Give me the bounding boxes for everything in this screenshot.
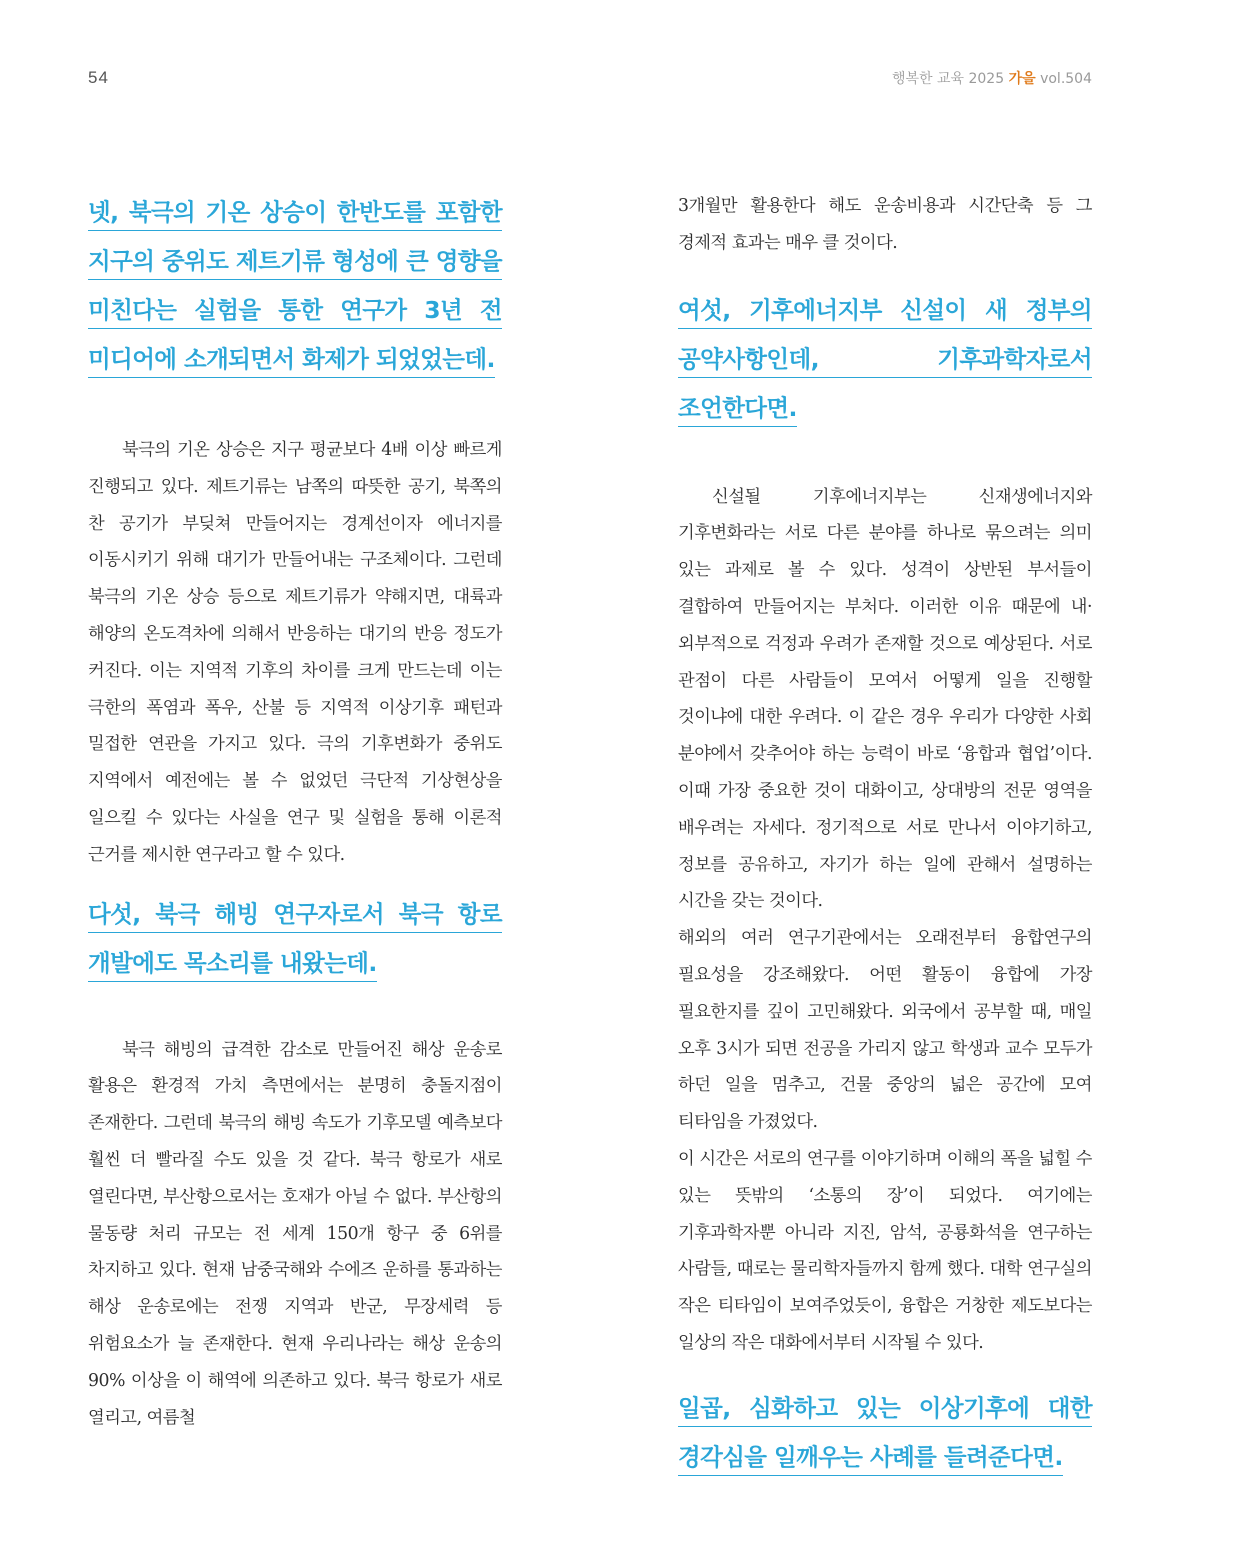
answer-6th-paragraph-1: 신설될 기후에너지부는 신재생에너지와 기후변화라는 서로 다른 분야를 하나로 묶으려는 의미 있는 과제로 볼 수 있다. 성격이 상반된 부서들이 결합하여 만들어지는 부처다. 이러한 이유 때문에 내·외부적으로 걱정과 우려가 존재할 것으로 예상된다. 서로 관점이 다른 사람들이 모여서 어떻게 일을 진행할 것이냐에 대한 우려다. 이 같은 경우 우리가 다양한 사회 분야에서 갖추어야 하는 능력이 바로 ‘융합과 협업’이다. 이때 가장 중요한 것이 대화이고, 상대방의 전문 영역을 배우려는 자세다. 정기적으로 서로 만나서 이야기하고, 정보를 공유하고, 자기가 하는 일에 관해서 설명하는 시간을 갖는 것이다. (678, 486, 1092, 912)
answer-6th-paragraph-2: 해외의 여러 연구기관에서는 오래전부터 융합연구의 필요성을 강조해왔다. 어떤 활동이 융합에 가장 필요한지를 깊이 고민해왔다. 외국에서 공부할 때, 매일 오후 3시가 되면 전공을 가리지 않고 학생과 교수 모두가 하던 일을 멈추고, 건물 중앙의 넓은 공간에 모여 티타임을 가졌었다. (678, 928, 1092, 1133)
question-7th-text: 일곱, 심화하고 있는 이상기후에 대한 경각심을 일깨우는 사례를 들려준다면. (678, 1394, 1092, 1476)
running-head (892, 68, 1092, 88)
question-5th (88, 890, 502, 988)
left-column (88, 188, 502, 1436)
answer-4th (88, 432, 502, 874)
question-5th-text: 다섯, 북극 해빙 연구자로서 북극 항로 개발에도 목소리를 내왔는데. (88, 900, 502, 982)
magazine-title: 행복한 교육 2025 (891, 71, 1005, 87)
season-label: 가을 (1008, 71, 1036, 87)
volume-label: vol.504 (1040, 71, 1092, 87)
question-7th (678, 1384, 1092, 1482)
page-number: 54 (88, 68, 109, 87)
answer-4th-paragraph: 북극의 기온 상승은 지구 평균보다 4배 이상 빠르게 진행되고 있다. 제트기류는 남쪽의 따뜻한 공기, 북쪽의 찬 공기가 부딪쳐 만들어지는 경계선이자 에너지를 이동시키기 위해 대기가 만들어내는 구조체이다. 그런데 북극의 기온 상승 등으로 제트기류가 약해지면, 대륙과 해양의 온도격차에 의해서 반응하는 대기의 반응 정도가 커진다. 이는 지역적 기후의 차이를 크게 만드는데 이는 극한의 폭염과 폭우, 산불 등 지역적 이상기후 패턴과 밀접한 연관을 가지고 있다. 극의 기후변화가 중위도 지역에서 예전에는 볼 수 없었던 극단적 기상현상을 일으킬 수 있다는 사실을 연구 및 실험을 통해 이론적 근거를 제시한 연구라고 할 수 있다. (88, 440, 502, 865)
question-6th-text: 여섯, 기후에너지부 신설이 새 정부의 공약사항인데, 기후과학자로서 조언한다면. (678, 296, 1092, 427)
answer-5th-continued-paragraph: 3개월만 활용한다 해도 운송비용과 시간단축 등 그 경제적 효과는 매우 클 것이다. (678, 196, 1092, 253)
right-column (678, 188, 1092, 1482)
answer-5th-continued (678, 188, 1092, 262)
question-6th (678, 286, 1092, 433)
question-4th-text: 넷, 북극의 기온 상승이 한반도를 포함한 지구의 중위도 제트기류 형성에 큰 영향을 미친다는 실험을 통한 연구가 3년 전 미디어에 소개되면서 화제가 되었었는데. (88, 198, 502, 378)
question-4th (88, 188, 502, 384)
answer-5th (88, 1032, 502, 1437)
answer-5th-paragraph: 북극 해빙의 급격한 감소로 만들어진 해상 운송로 활용은 환경적 가치 측면에서는 분명히 충돌지점이 존재한다. 그런데 북극의 해빙 속도가 기후모델 예측보다 훨씬 더 빨라질 수도 있을 것 같다. 북극 항로가 새로 열린다면, 부산항으로서는 호재가 아닐 수 없다. 부산항의 물동량 처리 규모는 전 세계 150개 항구 중 6위를 차지하고 있다. 현재 남중국해와 수에즈 운하를 통과하는 해상 운송로에는 전쟁 지역과 반군, 무장세력 등 위험요소가 늘 존재한다. 현재 우리나라는 해상 운송의 90% 이상을 이 해역에 의존하고 있다. 북극 항로가 새로 열리고, 여름철 (88, 1039, 502, 1428)
answer-6th-paragraph-3: 이 시간은 서로의 연구를 이야기하며 이해의 폭을 넓힐 수 있는 뜻밖의 ‘소통의 장’이 되었다. 여기에는 기후과학자뿐 아니라 지진, 암석, 공룡화석을 연구하는 사람들, 때로는 물리학자들까지 함께 했다. 대학 연구실의 작은 티타임이 보여주었듯이, 융합은 거창한 제도보다는 일상의 작은 대화에서부터 시작될 수 있다. (678, 1148, 1092, 1353)
answer-6th (678, 479, 1092, 1362)
